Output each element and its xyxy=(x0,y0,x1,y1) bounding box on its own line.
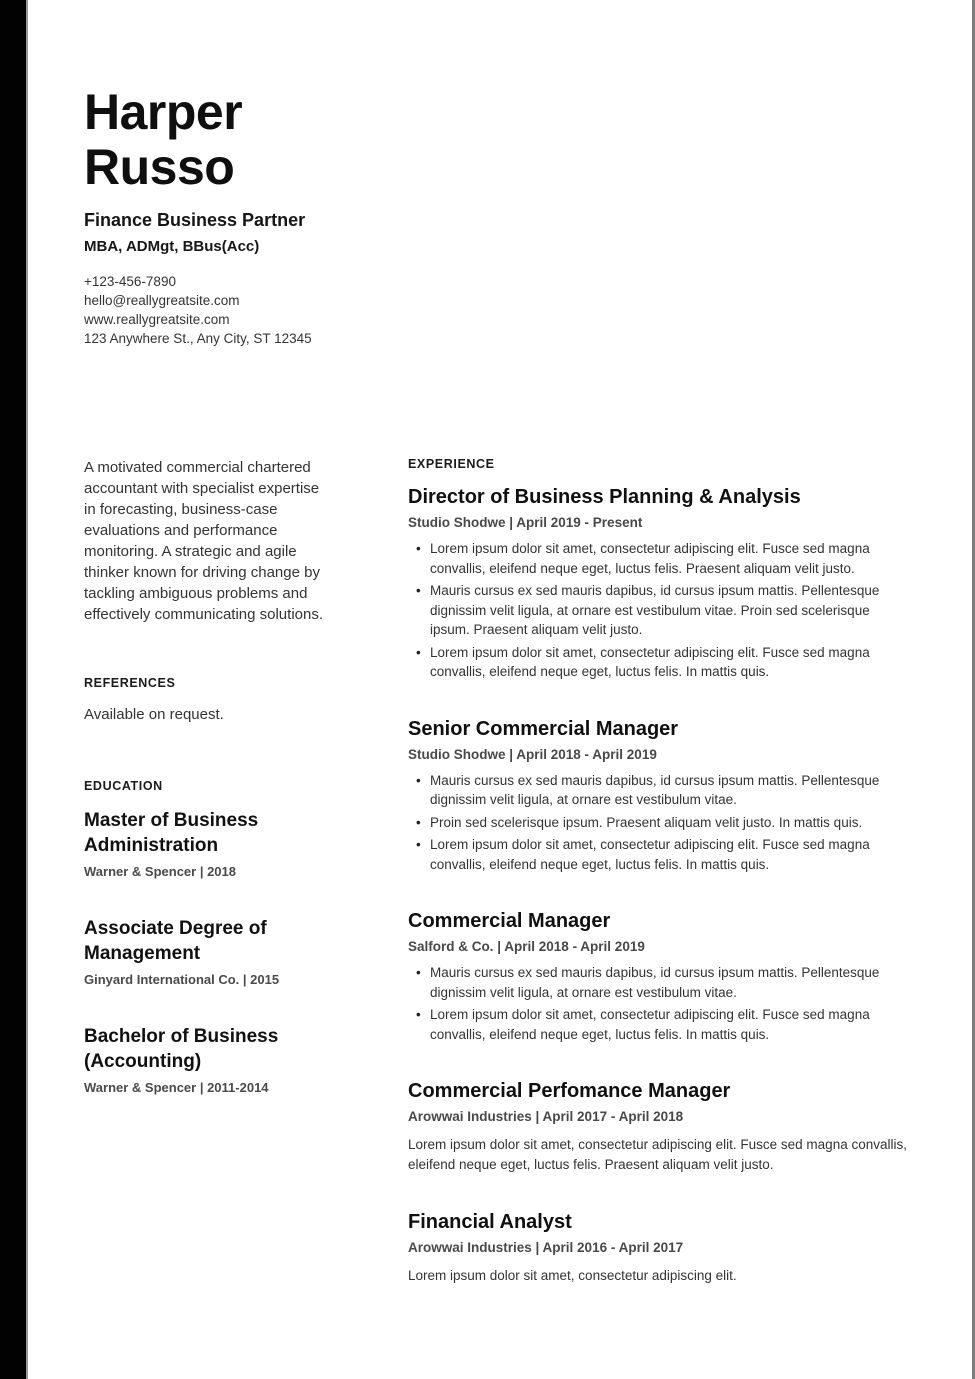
contact-address: 123 Anywhere St., Any City, ST 12345 xyxy=(84,331,312,346)
references-heading: REFERENCES xyxy=(84,676,176,690)
profile-summary: A motivated commercial chartered accountant with specialist expertise in forecasting, business-case evaluations and performance monitoring. A strategic and agile thinker known for driving change by tackling ambiguous problems and effectively communicating solutions. xyxy=(84,459,324,623)
person-credentials: MBA, ADMgt, BBus(Acc) xyxy=(84,238,260,255)
job-meta: Arowwai Industries | April 2016 - April 2017 xyxy=(408,1240,684,1255)
job-bullet: • Mauris cursus ex sed mauris dapibus, id cursus ipsum mattis. Pellentesque dignissim velit ligula, at ornare est vestibulum vitae. xyxy=(408,771,908,810)
job-title: Senior Commercial Manager xyxy=(408,717,679,740)
job-title: Financial Analyst xyxy=(408,1211,572,1233)
education-heading: EDUCATION xyxy=(84,779,163,793)
contact-email: hello@reallygreatsite.com xyxy=(84,293,240,308)
job-meta: Salford & Co. | April 2018 - April 2019 xyxy=(408,939,645,954)
degree-title: Master of Business Administration xyxy=(84,810,259,856)
job-entry xyxy=(408,717,908,875)
job-paragraph: Lorem ipsum dolor sit amet, consectetur adipiscing elit. xyxy=(408,1268,737,1283)
contact-block xyxy=(84,272,908,348)
job-bullet-list xyxy=(408,771,908,875)
education-item xyxy=(84,916,326,987)
left-accent-bar xyxy=(0,0,28,1379)
experience-heading: EXPERIENCE xyxy=(408,457,495,471)
job-bullet-list xyxy=(408,963,908,1044)
education-list xyxy=(84,808,326,1095)
resume-page xyxy=(84,85,908,1286)
right-column xyxy=(408,457,908,1286)
job-bullet-list xyxy=(408,539,908,682)
contact-website: www.reallygreatsite.com xyxy=(84,312,230,327)
job-bullet: • Lorem ipsum dolor sit amet, consectetur adipiscing elit. Fusce sed magna convallis, eleifend neque eget, luctus felis. Praesent aliquam velit justo. xyxy=(408,539,908,578)
job-meta: Studio Shodwe | April 2018 - April 2019 xyxy=(408,746,657,762)
person-last-name: Russo xyxy=(84,139,235,195)
left-column xyxy=(84,457,326,1286)
education-item xyxy=(84,1024,326,1095)
job-entry xyxy=(408,1210,908,1286)
references-text: Available on request. xyxy=(84,706,224,723)
degree-meta: Warner & Spencer | 2018 xyxy=(84,864,237,879)
contact-phone: +123-456-7890 xyxy=(84,274,176,289)
job-entry xyxy=(408,485,908,682)
job-bullet: • Proin sed scelerisque ipsum. Praesent aliquam velit justo. In mattis quis. xyxy=(408,813,908,833)
person-job-title: Finance Business Partner xyxy=(84,210,306,230)
degree-meta: Ginyard International Co. | 2015 xyxy=(84,972,280,987)
job-entry xyxy=(408,1079,908,1175)
degree-title: Associate Degree of Management xyxy=(84,918,267,964)
experience-list xyxy=(408,485,908,1286)
job-meta: Studio Shodwe | April 2019 - Present xyxy=(408,515,643,530)
job-title: Director of Business Planning & Analysis xyxy=(408,486,801,508)
job-title: Commercial Perfomance Manager xyxy=(408,1080,731,1102)
job-bullet: • Lorem ipsum dolor sit amet, consectetur adipiscing elit. Fusce sed magna convallis, eleifend neque eget, luctus felis. In mattis quis. xyxy=(408,643,908,682)
job-paragraph: Lorem ipsum dolor sit amet, consectetur adipiscing elit. Fusce sed magna convallis, eleifend neque eget, luctus felis. Praesent aliquam velit justo. xyxy=(408,1137,907,1172)
degree-title: Bachelor of Business (Accounting) xyxy=(84,1026,279,1072)
job-bullet: • Lorem ipsum dolor sit amet, consectetur adipiscing elit. Fusce sed magna convallis, eleifend neque eget, luctus felis. In mattis quis. xyxy=(408,835,908,874)
job-bullet: • Mauris cursus ex sed mauris dapibus, id cursus ipsum mattis. Pellentesque dignissim velit ligula, at ornare est vestibulum vitae. Proin sed scelerisque ipsum. Praesent aliquam velit justo. xyxy=(408,581,908,640)
job-entry xyxy=(408,909,908,1044)
job-meta: Arowwai Industries | April 2017 - April 2018 xyxy=(408,1109,684,1124)
job-title: Commercial Manager xyxy=(408,910,611,932)
person-first-name: Harper xyxy=(84,84,243,140)
degree-meta: Warner & Spencer | 2011-2014 xyxy=(84,1080,269,1095)
job-bullet: • Mauris cursus ex sed mauris dapibus, id cursus ipsum mattis. Pellentesque dignissim velit ligula, at ornare est vestibulum vitae. xyxy=(408,963,908,1002)
education-item xyxy=(84,808,326,879)
job-bullet: • Lorem ipsum dolor sit amet, consectetur adipiscing elit. Fusce sed magna convallis, eleifend neque eget, luctus felis. In mattis quis. xyxy=(408,1005,908,1044)
person-name xyxy=(84,85,908,195)
resume-header xyxy=(84,85,908,348)
two-column-body xyxy=(84,457,908,1286)
